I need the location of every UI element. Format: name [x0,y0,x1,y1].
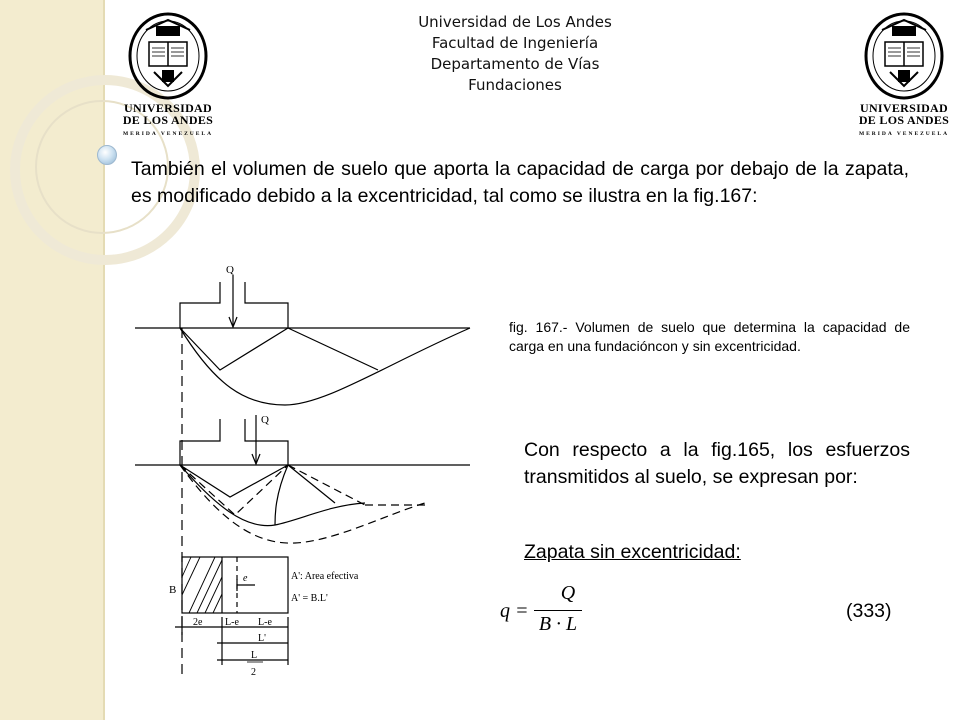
logo-text-line3: MERIDA VENEZUELA [858,131,950,137]
dim-l-minus-e-1: L-e [225,617,239,628]
equation-number: (333) [846,600,892,622]
subheading-no-eccentricity: Zapata sin excentricidad: [524,541,741,563]
formula-denominator: B · L [538,613,578,635]
load-label-mid: Q [261,414,269,426]
bullet-icon [97,145,117,165]
area-label: A': Area efectiva [291,571,359,582]
footing-plan [182,557,288,613]
stress-paragraph: Con respecto a la fig.165, los esfuerzos transmitidos al suelo, se expresan por: [524,439,910,488]
logo-text-line2: DE LOS ANDES [122,113,214,127]
formula-fraction-bar [534,610,582,611]
header-faculty: Facultad de Ingeniería [431,34,599,52]
formula-lhs: q = [500,600,529,622]
logo-text-line3: MERIDA VENEZUELA [122,131,214,137]
dim-2e: 2e [193,617,203,628]
university-seal-icon [856,12,952,102]
dim-l-half-den: 2 [251,667,256,678]
intro-paragraph: También el volumen de suelo que aporta la capacidad de carga por debajo de la zapata, es modificado debido a la excentricidad, tal como se ilustra en la fig.167: [131,158,909,207]
university-seal-icon [120,12,216,102]
failure-surface-top [180,328,470,405]
footing-top [180,282,288,328]
footing-mid [180,419,288,465]
load-label-top: Q [226,264,234,276]
dim-b-label: B [169,584,177,596]
logo-text-line1: UNIVERSIDAD [124,101,212,115]
logo-text-line2: DE LOS ANDES [858,113,950,127]
university-logo-right [856,12,952,137]
dim-l-half-num: L [251,650,258,661]
header-university: Universidad de Los Andes [418,13,612,31]
slide-header [330,12,700,96]
wedge-top [180,328,288,370]
logo-text-line1: UNIVERSIDAD [860,101,948,115]
university-logo-left [120,12,216,137]
footing-diagram [125,255,505,685]
formula-numerator: Q [560,582,576,604]
area-equation: A' = B.L' [291,593,328,604]
dim-l-prime: L' [258,633,266,644]
header-course: Fundaciones [468,76,562,94]
dim-l-minus-e-2: L-e [258,617,272,628]
dim-e-label: e [243,573,248,584]
figure-167 [125,255,505,685]
header-department: Departamento de Vías [430,55,600,73]
figure-caption: fig. 167.- Volumen de suelo que determina la capacidad de carga en una fundacióncon y sin excentricidad. [509,319,910,354]
